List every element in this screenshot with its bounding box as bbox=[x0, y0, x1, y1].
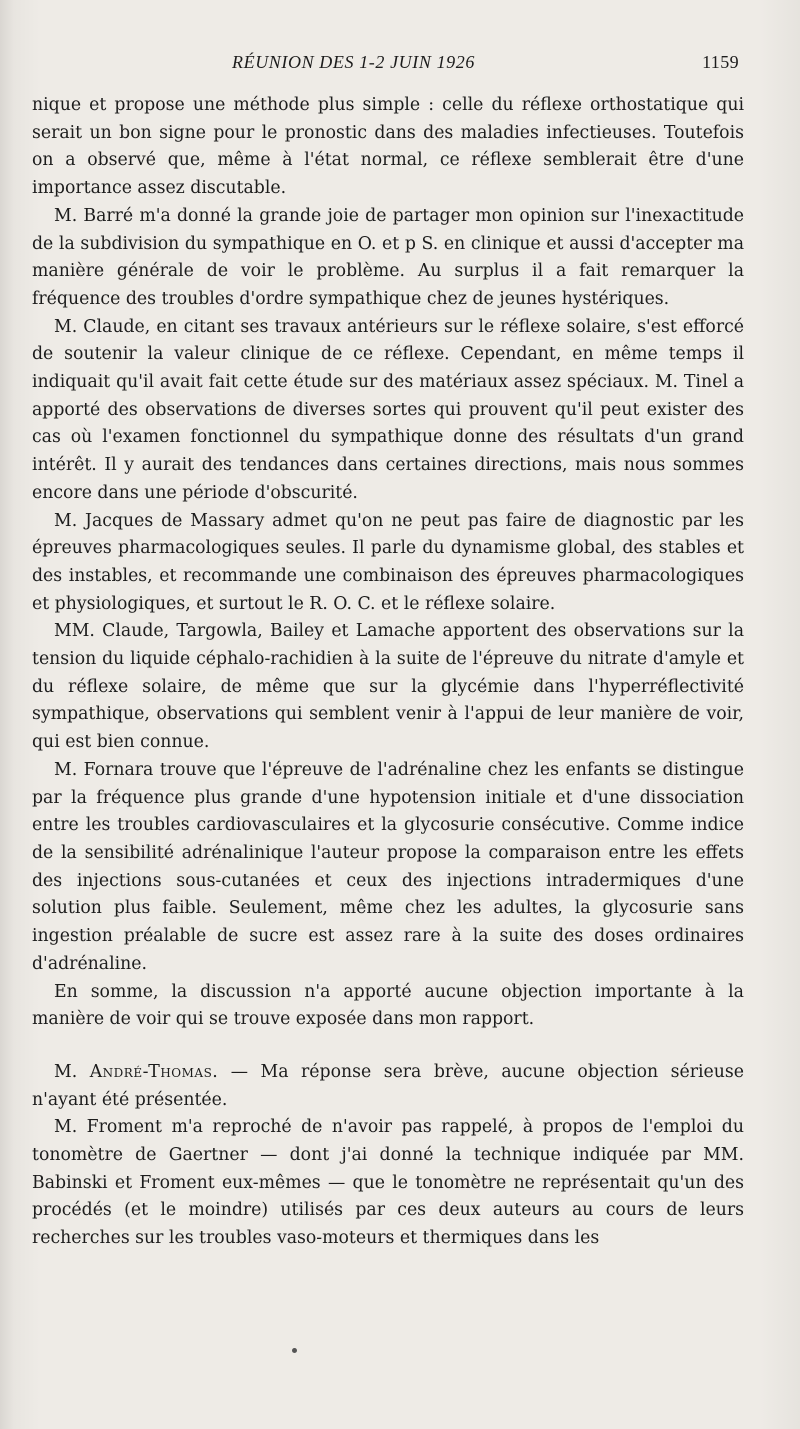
reply-text: — Ma réponse sera brève, aucune objection sérieuse n'ayant été présentée. bbox=[32, 1061, 744, 1110]
page-number: 1159 bbox=[702, 52, 739, 72]
paragraph-massary: M. Jacques de Massary admet qu'on ne peut pas faire de diagnostic par les épreuves pharmacologiques seules. Il parle du dynamisme global, des stables et des instables, et recommande une combinaison des épreuves pharmacologiques et physiologiques, et surtout le R. O. C. et le réflexe solaire. bbox=[32, 510, 744, 614]
paragraph-claude-targowla: MM. Claude, Targowla, Bailey et Lamache apportent des observations sur la tension du liquide céphalo-rachidien à la suite de l'épreuve du nitrate d'amyle et du réflexe solaire, de même que sur la glycémie dans l'hyperréflectivité sympathique, observations qui semblent venir à l'appui de leur manière de voir, qui est bien connue. bbox=[32, 621, 744, 753]
reply-speaker-name: André-Thomas. bbox=[89, 1061, 219, 1082]
paragraph-fornara: M. Fornara trouve que l'épreuve de l'adrénaline chez les enfants se distingue par la fréquence plus grande d'une hypotension initiale et d'une dissociation entre les troubles cardiovasculaires et la glycosurie consécutive. Comme indice de la sensibilité adrénalinique l'auteur propose la comparaison entre les effets des injections sous-cutanées et ceux des injections intradermiques d'une solution plus faible. Seulement, même chez les adultes, la glycosurie sans ingestion préalable de sucre est assez rare à la suite des doses ordinaires d'adrénaline. bbox=[32, 759, 744, 974]
paragraph-claude: M. Claude, en citant ses travaux antérieurs sur le réflexe solaire, s'est efforcé de soutenir la valeur clinique de ce réflexe. Cependant, en même temps il indiquait qu'il avait fait cette étude sur des matériaux assez spéciaux. M. Tinel a apporté des observations de diverses sortes qui prouvent qu'il peut exister des cas où l'examen fonctionnel du sympathique donne des résultats d'un grand intérêt. Il y aurait des tendances dans certaines directions, mais nous sommes encore dans une période d'obscurité. bbox=[32, 316, 744, 503]
paragraph-reply bbox=[32, 1059, 744, 1114]
section-gap bbox=[32, 1034, 744, 1059]
paragraph-barre: M. Barré m'a donné la grande joie de partager mon opinion sur l'inexactitude de la subdivision du sympathique en O. et p S. en clinique et aussi d'accepter ma manière générale de voir le problème. Au surplus il a fait remarquer la fréquence des troubles d'ordre sympathique chez de jeunes hystériques. bbox=[32, 205, 744, 309]
paragraph-continuation: nique et propose une méthode plus simple : celle du réflexe orthostatique qui serait un bon signe pour le pronostic dans des maladies infectieuses. Toutefois on a observé que, même à l'état normal, ce réflexe semblerait être d'une importance assez discutable. bbox=[32, 95, 744, 199]
running-title: RÉUNION DES 1-2 JUIN 1926 bbox=[232, 52, 475, 72]
body-text bbox=[32, 92, 744, 1253]
page-header bbox=[0, 52, 800, 76]
paragraph-froment: M. Froment m'a reproché de n'avoir pas rappelé, à propos de l'emploi du tonomètre de Gaertner — dont j'ai donné la technique indiquée par MM. Babinski et Froment eux-mêmes — que le tonomètre ne représentait qu'un des procédés (et le moindre) utilisés par ces deux auteurs au cours de leurs recherches sur les troubles vaso-moteurs et thermiques dans les bbox=[32, 1117, 744, 1249]
reply-speaker-prefix: M. bbox=[54, 1061, 78, 1082]
paragraph-en-somme: En somme, la discussion n'a apporté aucune objection importante à la manière de voir qui se trouve exposée dans mon rapport. bbox=[32, 981, 744, 1030]
ink-dot-mark bbox=[292, 1348, 297, 1353]
